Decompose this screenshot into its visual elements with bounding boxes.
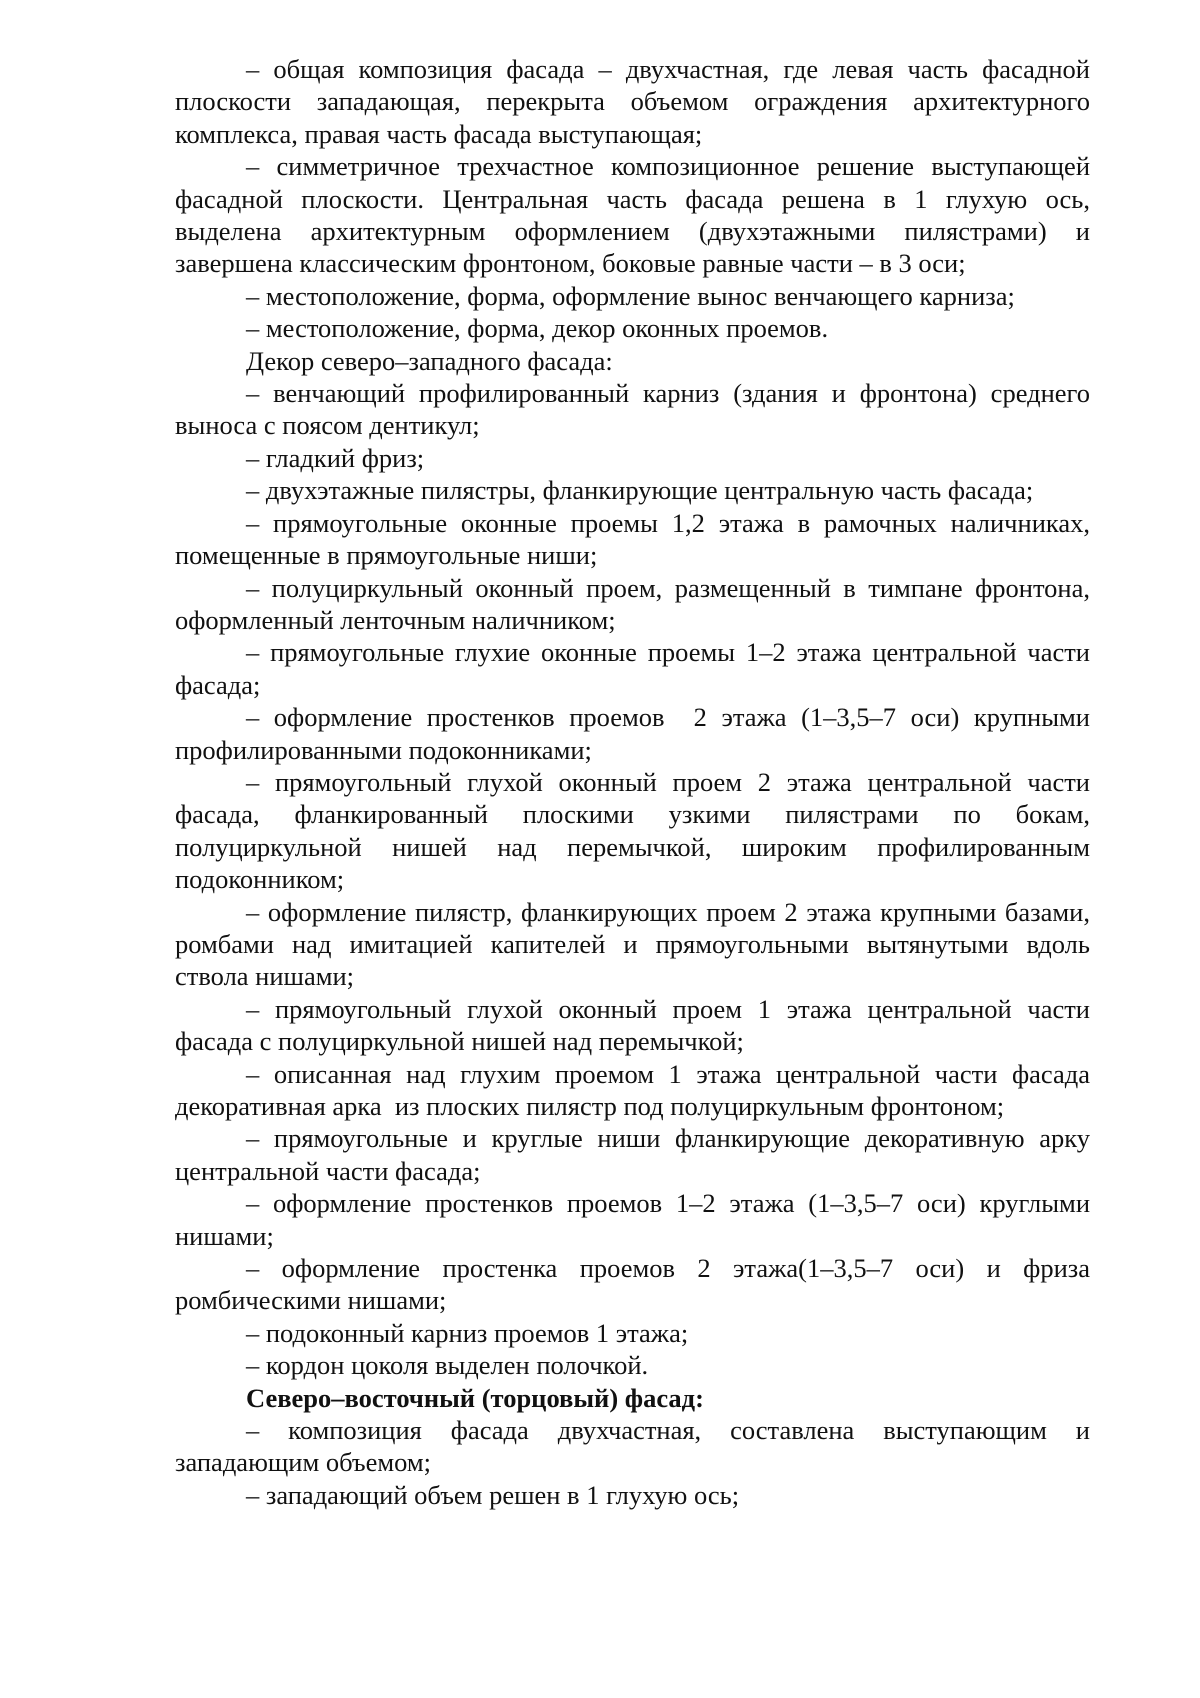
paragraph: – симметричное трехчастное композиционное решение выступающей фасадной плоскости. Центральная часть фасада решена в 1 глухую ось, выделена архитектурным оформлением (двухэтажными пилястрами) и завершена классическим фронтоном, боковые равные части – в 3 оси; xyxy=(175,151,1097,279)
paragraph: – прямоугольный глухой оконный проем 1 этажа центральной части фасада с полуциркульной нишей над перемычкой; xyxy=(175,993,1097,1057)
paragraph: – прямоугольные и круглые ниши фланкирующие декоративную арку центральной части фасада; xyxy=(175,1123,1097,1186)
section-heading: Северо–восточный (торцовый) фасад: xyxy=(246,1382,704,1413)
section-subheading: Декор северо–западного фасада: xyxy=(246,345,613,376)
paragraph: – гладкий фриз; xyxy=(246,442,425,473)
paragraph: – местоположение, форма, декор оконных проемов. xyxy=(246,313,829,344)
paragraph: – подоконный карниз проемов 1 этажа; xyxy=(246,1317,689,1348)
paragraph: – венчающий профилированный карниз (здания и фронтона) среднего выноса с поясом дентикул; xyxy=(175,378,1097,441)
paragraph: – прямоугольный глухой оконный проем 2 этажа центральной части фасада, фланкированный плоскими узкими пилястрами по бокам, полуциркульной нишей над перемычкой, широким профилированным подоконником; xyxy=(175,766,1097,895)
paragraph: – оформление простенков проемов 2 этажа (1–3,5–7 оси) крупными профилированными подоконниками; xyxy=(175,702,1097,765)
paragraph: – общая композиция фасада – двухчастная, где левая часть фасадной плоскости западающая, перекрыта объемом ограждения архитектурного комплекса, правая часть фасада выступающая; xyxy=(175,54,1097,149)
paragraph: – оформление простенков проемов 1–2 этажа (1–3,5–7 оси) круглыми нишами; xyxy=(175,1188,1097,1251)
document-page xyxy=(175,53,1097,1511)
paragraph: – кордон цоколя выделен полочкой. xyxy=(246,1350,649,1381)
paragraph: – описанная над глухим проемом 1 этажа центральной части фасада декоративная арка из плоских пилястр под полуциркульным фронтоном; xyxy=(175,1058,1097,1121)
paragraph: – прямоугольные оконные проемы 1,2 этажа в рамочных наличниках, помещенные в прямоугольные ниши; xyxy=(175,507,1097,571)
paragraph: – прямоугольные глухие оконные проемы 1–2 этажа центральной части фасада; xyxy=(175,637,1097,700)
paragraph: – оформление пилястр, фланкирующих проем 2 этажа крупными базами, ромбами над имитацией капителей и прямоугольными вытянутыми вдоль ствола нишами; xyxy=(175,896,1097,992)
paragraph: – местоположение, форма, оформление вынос венчающего карниза; xyxy=(246,280,1015,311)
paragraph: – полуциркульный оконный проем, размещенный в тимпане фронтона, оформленный ленточным наличником; xyxy=(175,572,1097,635)
paragraph: – двухэтажные пилястры, фланкирующие центральную часть фасада; xyxy=(246,475,1034,506)
paragraph: – композиция фасада двухчастная, составлена выступающим и западающим объемом; xyxy=(175,1415,1097,1478)
paragraph: – западающий объем решен в 1 глухую ось; xyxy=(246,1479,740,1510)
paragraph: – оформление простенка проемов 2 этажа(1–3,5–7 оси) и фриза ромбическими нишами; xyxy=(175,1253,1097,1316)
